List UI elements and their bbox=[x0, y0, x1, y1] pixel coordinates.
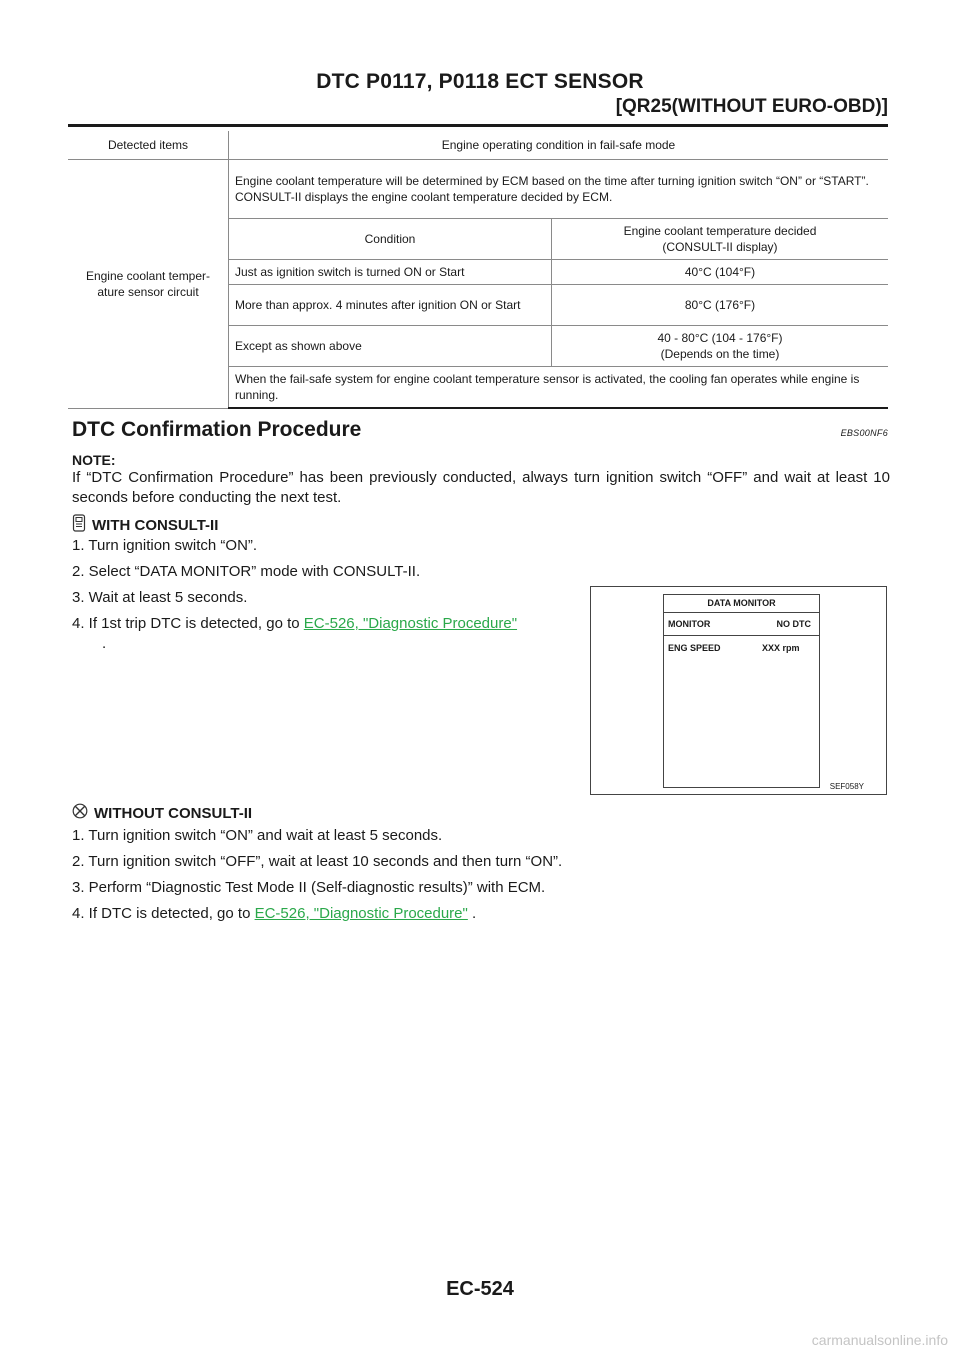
temperature-range: 40 - 80°C (104 - 176°F) bbox=[657, 331, 783, 345]
with-consult-heading-text: WITH CONSULT-II bbox=[92, 516, 219, 534]
without-consult-heading bbox=[72, 803, 252, 825]
section-title: DTC Confirmation Procedure bbox=[72, 418, 362, 441]
list-item: 2. Turn ignition switch “OFF”, wait at least 10 seconds and then turn “ON”. bbox=[72, 853, 563, 870]
step-text: 4. If 1st trip DTC is detected, go to bbox=[72, 615, 304, 632]
condition-cell: Except as shown above bbox=[229, 326, 552, 367]
list-item: 3. Perform “Diagnostic Test Mode II (Self-diagnostic results)” with ECM. bbox=[72, 879, 546, 896]
with-consult-heading bbox=[72, 514, 218, 538]
page-subtitle: [QR25(WITHOUT EURO-OBD)] bbox=[615, 96, 888, 117]
list-item: 2. Select “DATA MONITOR” mode with CONSULT-II. bbox=[72, 563, 421, 580]
temperature-cell bbox=[552, 326, 889, 367]
no-tools-icon bbox=[72, 803, 88, 825]
screen-monitor-label: MONITOR bbox=[668, 619, 711, 629]
diagnostic-procedure-link[interactable]: EC-526, "Diagnostic Procedure" bbox=[303, 615, 518, 632]
consult-tester-icon bbox=[72, 514, 86, 538]
step-suffix: . bbox=[467, 905, 477, 922]
fail-safe-intro-text-2: CONSULT-II displays the engine coolant temperature decided by ECM. bbox=[235, 190, 613, 204]
screen-divider bbox=[664, 612, 819, 613]
fail-safe-intro-text: Engine coolant temperature will be determined by ECM based on the time after turning ignition switch “ON” or “START”. bbox=[235, 174, 869, 188]
figure-code: SEF058Y bbox=[829, 782, 864, 791]
screen-title: DATA MONITOR bbox=[707, 598, 776, 608]
watermark: carmanualsonline.info bbox=[811, 1332, 948, 1348]
note-label: NOTE: bbox=[72, 452, 116, 468]
screen-divider bbox=[664, 635, 819, 636]
note-text: If “DTC Confirmation Procedure” has been previously conducted, always turn ignition switch “OFF” and wait at least 10 seconds before conducting the next test. bbox=[72, 469, 890, 506]
list-item bbox=[72, 904, 476, 924]
condition-cell: Just as ignition switch is turned ON or Start bbox=[229, 260, 552, 285]
data-monitor-figure bbox=[590, 586, 887, 795]
table-header-row bbox=[68, 131, 888, 160]
list-item: 1. Turn ignition switch “ON”. bbox=[72, 537, 258, 554]
failsafe-table bbox=[68, 131, 888, 409]
screen-no-dtc-label: NO DTC bbox=[776, 619, 811, 629]
header-rule bbox=[68, 124, 888, 127]
header-fail-safe-condition: Engine operating condition in fail-safe mode bbox=[229, 131, 889, 160]
diagnostic-procedure-link[interactable]: EC-526, "Diagnostic Procedure" bbox=[254, 905, 468, 922]
without-consult-heading-text: WITHOUT CONSULT-II bbox=[94, 804, 253, 822]
subheader-temperature: Engine coolant temperature decided (CONSULT-II display) bbox=[552, 219, 889, 260]
temperature-cell: 40°C (104°F) bbox=[552, 260, 889, 285]
cooling-fan-note: When the fail-safe system for engine coolant temperature sensor is activated, the cooling fan operates while engine is running. bbox=[229, 367, 889, 409]
table-row bbox=[68, 160, 888, 219]
header-detected-items: Detected items bbox=[68, 131, 229, 160]
list-item: 3. Wait at least 5 seconds. bbox=[72, 589, 248, 606]
page-number: EC-524 bbox=[446, 1278, 514, 1300]
temperature-cell: 80°C (176°F) bbox=[552, 285, 889, 326]
consult-screen bbox=[663, 594, 820, 788]
temperature-range-note: (Depends on the time) bbox=[660, 347, 780, 361]
list-item bbox=[72, 614, 517, 634]
step-text: 4. If DTC is detected, go to bbox=[72, 905, 255, 922]
page-title: DTC P0117, P0118 ECT SENSOR bbox=[316, 70, 644, 93]
detected-item-ect-circuit: Engine coolant temper-ature sensor circuit bbox=[68, 160, 229, 409]
screen-eng-speed-label: ENG SPEED bbox=[668, 643, 721, 653]
screen-eng-speed-value: XXX rpm bbox=[762, 643, 800, 653]
fail-safe-intro bbox=[229, 160, 889, 219]
list-item: 1. Turn ignition switch “ON” and wait at least 5 seconds. bbox=[72, 827, 443, 844]
step-suffix: . bbox=[102, 635, 107, 652]
condition-cell: More than approx. 4 minutes after ignition ON or Start bbox=[229, 285, 552, 326]
subheader-condition: Condition bbox=[229, 219, 552, 260]
section-code: EBS00NF6 bbox=[840, 428, 888, 438]
